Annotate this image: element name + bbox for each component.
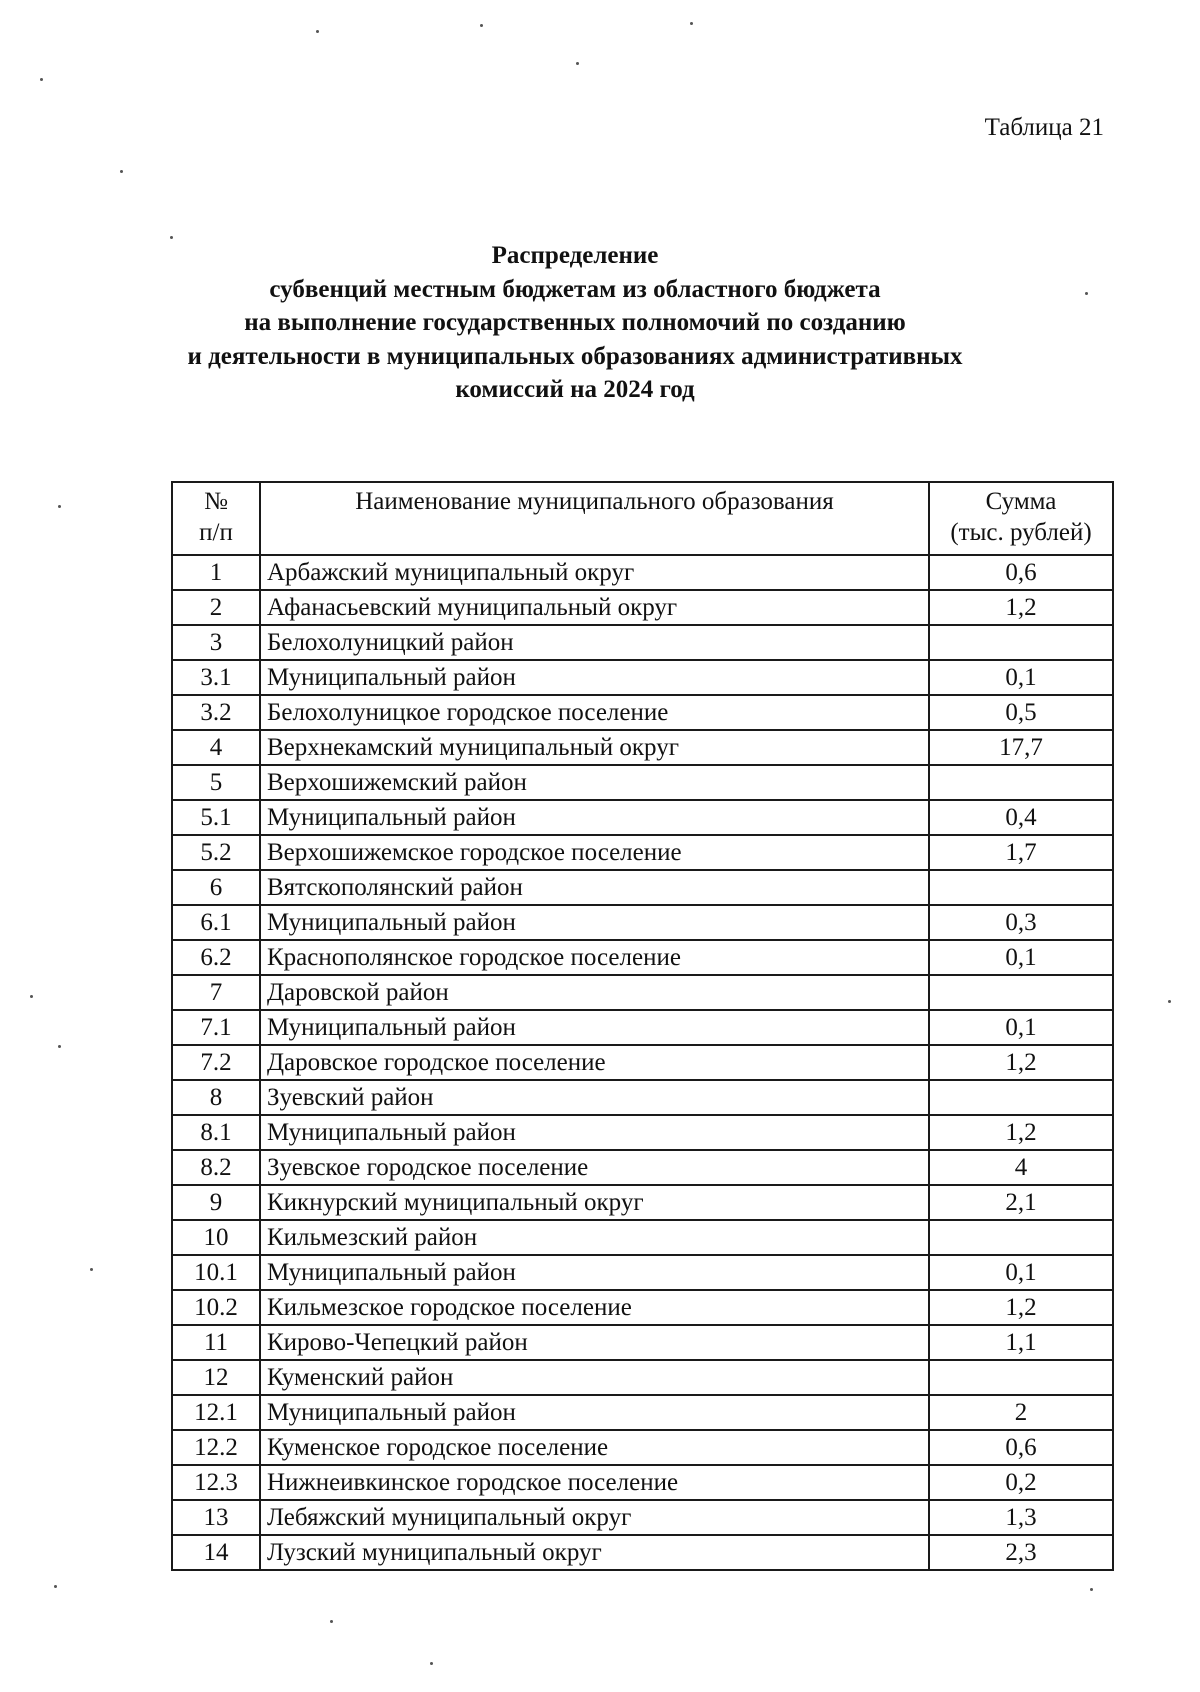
table-row — [172, 1395, 1113, 1430]
row-sum-cell: 0,6 — [929, 555, 1113, 590]
header-sum-line2: (тыс. рублей) — [950, 519, 1092, 546]
row-number-cell: 7.1 — [172, 1010, 260, 1045]
header-number-line2: п/п — [199, 519, 233, 546]
row-number-cell: 6.1 — [172, 905, 260, 940]
row-number-cell: 7 — [172, 975, 260, 1010]
table-row — [172, 835, 1113, 870]
row-number-cell: 14 — [172, 1535, 260, 1570]
heading-line: на выполнение государственных полномочий по созданию — [244, 309, 906, 336]
scan-speck — [480, 24, 483, 27]
row-number-cell: 10.2 — [172, 1290, 260, 1325]
table-row — [172, 905, 1113, 940]
scan-speck — [30, 995, 33, 998]
row-number-cell: 3.2 — [172, 695, 260, 730]
scan-speck — [1168, 1000, 1171, 1003]
row-sum-cell: 1,3 — [929, 1500, 1113, 1535]
row-name-cell: Афанасьевский муниципальный округ — [260, 590, 929, 625]
row-name-cell: Муниципальный район — [260, 905, 929, 940]
row-sum-cell: 0,6 — [929, 1430, 1113, 1465]
row-sum-cell: 0,1 — [929, 1255, 1113, 1290]
row-sum-cell: 4 — [929, 1150, 1113, 1185]
row-name-cell: Муниципальный район — [260, 800, 929, 835]
scan-speck — [576, 62, 579, 65]
row-number-cell: 5.2 — [172, 835, 260, 870]
scan-speck — [90, 1268, 93, 1271]
table-row — [172, 1255, 1113, 1290]
row-name-cell: Лебяжский муниципальный округ — [260, 1500, 929, 1535]
row-sum-cell: 1,2 — [929, 1290, 1113, 1325]
row-number-cell: 6.2 — [172, 940, 260, 975]
row-sum-cell: 0,5 — [929, 695, 1113, 730]
row-number-cell: 13 — [172, 1500, 260, 1535]
row-name-cell: Белохолуницкий район — [260, 625, 929, 660]
row-name-cell: Лузский муниципальный округ — [260, 1535, 929, 1570]
row-number-cell: 12.2 — [172, 1430, 260, 1465]
row-name-cell: Верхошижемское городское поселение — [260, 835, 929, 870]
row-sum-cell — [929, 765, 1113, 800]
table-row — [172, 1220, 1113, 1255]
scan-speck — [40, 78, 43, 81]
row-name-cell: Кильмезское городское поселение — [260, 1290, 929, 1325]
table-number-label: Таблица 21 — [984, 114, 1104, 141]
row-sum-cell — [929, 1220, 1113, 1255]
table-row — [172, 1500, 1113, 1535]
row-name-cell: Зуевское городское поселение — [260, 1150, 929, 1185]
row-sum-cell: 1,2 — [929, 1115, 1113, 1150]
row-number-cell: 9 — [172, 1185, 260, 1220]
scan-speck — [690, 22, 693, 25]
row-number-cell: 5.1 — [172, 800, 260, 835]
row-name-cell: Белохолуницкое городское поселение — [260, 695, 929, 730]
row-name-cell: Верхнекамский муниципальный округ — [260, 730, 929, 765]
row-name-cell: Кикнурский муниципальный округ — [260, 1185, 929, 1220]
row-number-cell: 11 — [172, 1325, 260, 1360]
table-row — [172, 765, 1113, 800]
header-sum-line1: Сумма — [985, 488, 1057, 515]
row-name-cell: Муниципальный район — [260, 660, 929, 695]
table-row — [172, 975, 1113, 1010]
row-sum-cell — [929, 1360, 1113, 1395]
table-row — [172, 1185, 1113, 1220]
scan-speck — [58, 505, 61, 508]
row-sum-cell — [929, 870, 1113, 905]
row-sum-cell: 0,1 — [929, 1010, 1113, 1045]
row-name-cell: Даровское городское поселение — [260, 1045, 929, 1080]
row-number-cell: 1 — [172, 555, 260, 590]
table-row — [172, 590, 1113, 625]
table-row — [172, 1360, 1113, 1395]
row-name-cell: Арбажский муниципальный округ — [260, 555, 929, 590]
row-number-cell: 2 — [172, 590, 260, 625]
row-name-cell: Куменский район — [260, 1360, 929, 1395]
heading-line: субвенций местным бюджетам из областного бюджета — [269, 275, 881, 303]
scan-speck — [54, 1585, 57, 1588]
header-number — [172, 482, 260, 555]
row-number-cell: 4 — [172, 730, 260, 765]
table-row — [172, 1535, 1113, 1570]
header-name — [260, 482, 929, 555]
row-sum-cell: 2,3 — [929, 1535, 1113, 1570]
scan-speck — [1090, 1588, 1093, 1591]
scan-speck — [58, 1045, 61, 1048]
row-name-cell: Кильмезский район — [260, 1220, 929, 1255]
row-sum-cell — [929, 975, 1113, 1010]
table-row — [172, 800, 1113, 835]
row-sum-cell: 2,1 — [929, 1185, 1113, 1220]
scan-speck — [430, 1662, 433, 1665]
row-sum-cell: 0,1 — [929, 660, 1113, 695]
row-number-cell: 8 — [172, 1080, 260, 1115]
table-row — [172, 1465, 1113, 1500]
table-row — [172, 1115, 1113, 1150]
row-name-cell: Муниципальный район — [260, 1010, 929, 1045]
row-sum-cell: 0,4 — [929, 800, 1113, 835]
table-row — [172, 730, 1113, 765]
row-sum-cell: 0,1 — [929, 940, 1113, 975]
table-row — [172, 940, 1113, 975]
table-row — [172, 660, 1113, 695]
row-number-cell: 12.1 — [172, 1395, 260, 1430]
row-sum-cell — [929, 625, 1113, 660]
row-number-cell: 6 — [172, 870, 260, 905]
row-sum-cell: 17,7 — [929, 730, 1113, 765]
row-sum-cell: 0,2 — [929, 1465, 1113, 1500]
row-sum-cell: 0,3 — [929, 905, 1113, 940]
row-number-cell: 10.1 — [172, 1255, 260, 1290]
table-row — [172, 870, 1113, 905]
table-row — [172, 1430, 1113, 1465]
row-number-cell: 12.3 — [172, 1465, 260, 1500]
row-sum-cell: 2 — [929, 1395, 1113, 1430]
table-row — [172, 1290, 1113, 1325]
document-heading — [0, 239, 1200, 407]
heading-line: Распределение — [491, 242, 659, 269]
row-name-cell: Верхошижемский район — [260, 765, 929, 800]
distribution-table — [171, 481, 1114, 1571]
scan-speck — [316, 30, 319, 33]
heading-line: комиссий на 2024 год — [455, 376, 695, 403]
table-row — [172, 1150, 1113, 1185]
table-row — [172, 1010, 1113, 1045]
table-row — [172, 1080, 1113, 1115]
row-sum-cell — [929, 1080, 1113, 1115]
row-name-cell: Куменское городское поселение — [260, 1430, 929, 1465]
row-name-cell: Нижнеивкинское городское поселение — [260, 1465, 929, 1500]
header-row — [172, 482, 1113, 555]
row-number-cell: 8.2 — [172, 1150, 260, 1185]
row-number-cell: 5 — [172, 765, 260, 800]
header-name-text: Наименование муниципального образования — [355, 488, 834, 515]
row-name-cell: Зуевский район — [260, 1080, 929, 1115]
scan-speck — [120, 170, 123, 173]
table-header — [172, 482, 1113, 555]
row-sum-cell: 1,7 — [929, 835, 1113, 870]
scan-speck — [170, 236, 173, 239]
scan-speck — [1085, 292, 1088, 295]
row-name-cell: Краснополянское городское поселение — [260, 940, 929, 975]
table-row — [172, 625, 1113, 660]
row-number-cell: 3 — [172, 625, 260, 660]
heading-line: и деятельности в муниципальных образованиях административных — [187, 342, 963, 370]
row-name-cell: Кирово-Чепецкий район — [260, 1325, 929, 1360]
table-row — [172, 1325, 1113, 1360]
header-number-line1: № — [204, 488, 228, 515]
row-name-cell: Даровской район — [260, 975, 929, 1010]
row-name-cell: Вятскополянский район — [260, 870, 929, 905]
row-sum-cell: 1,1 — [929, 1325, 1113, 1360]
row-number-cell: 3.1 — [172, 660, 260, 695]
table-row — [172, 1045, 1113, 1080]
row-number-cell: 8.1 — [172, 1115, 260, 1150]
row-number-cell: 7.2 — [172, 1045, 260, 1080]
row-sum-cell: 1,2 — [929, 1045, 1113, 1080]
row-name-cell: Муниципальный район — [260, 1115, 929, 1150]
header-sum — [929, 482, 1113, 555]
row-number-cell: 10 — [172, 1220, 260, 1255]
row-name-cell: Муниципальный район — [260, 1255, 929, 1290]
row-name-cell: Муниципальный район — [260, 1395, 929, 1430]
row-sum-cell: 1,2 — [929, 590, 1113, 625]
table-body — [172, 555, 1113, 1570]
row-number-cell: 12 — [172, 1360, 260, 1395]
table-row — [172, 555, 1113, 590]
scan-speck — [330, 1620, 333, 1623]
table-row — [172, 695, 1113, 730]
